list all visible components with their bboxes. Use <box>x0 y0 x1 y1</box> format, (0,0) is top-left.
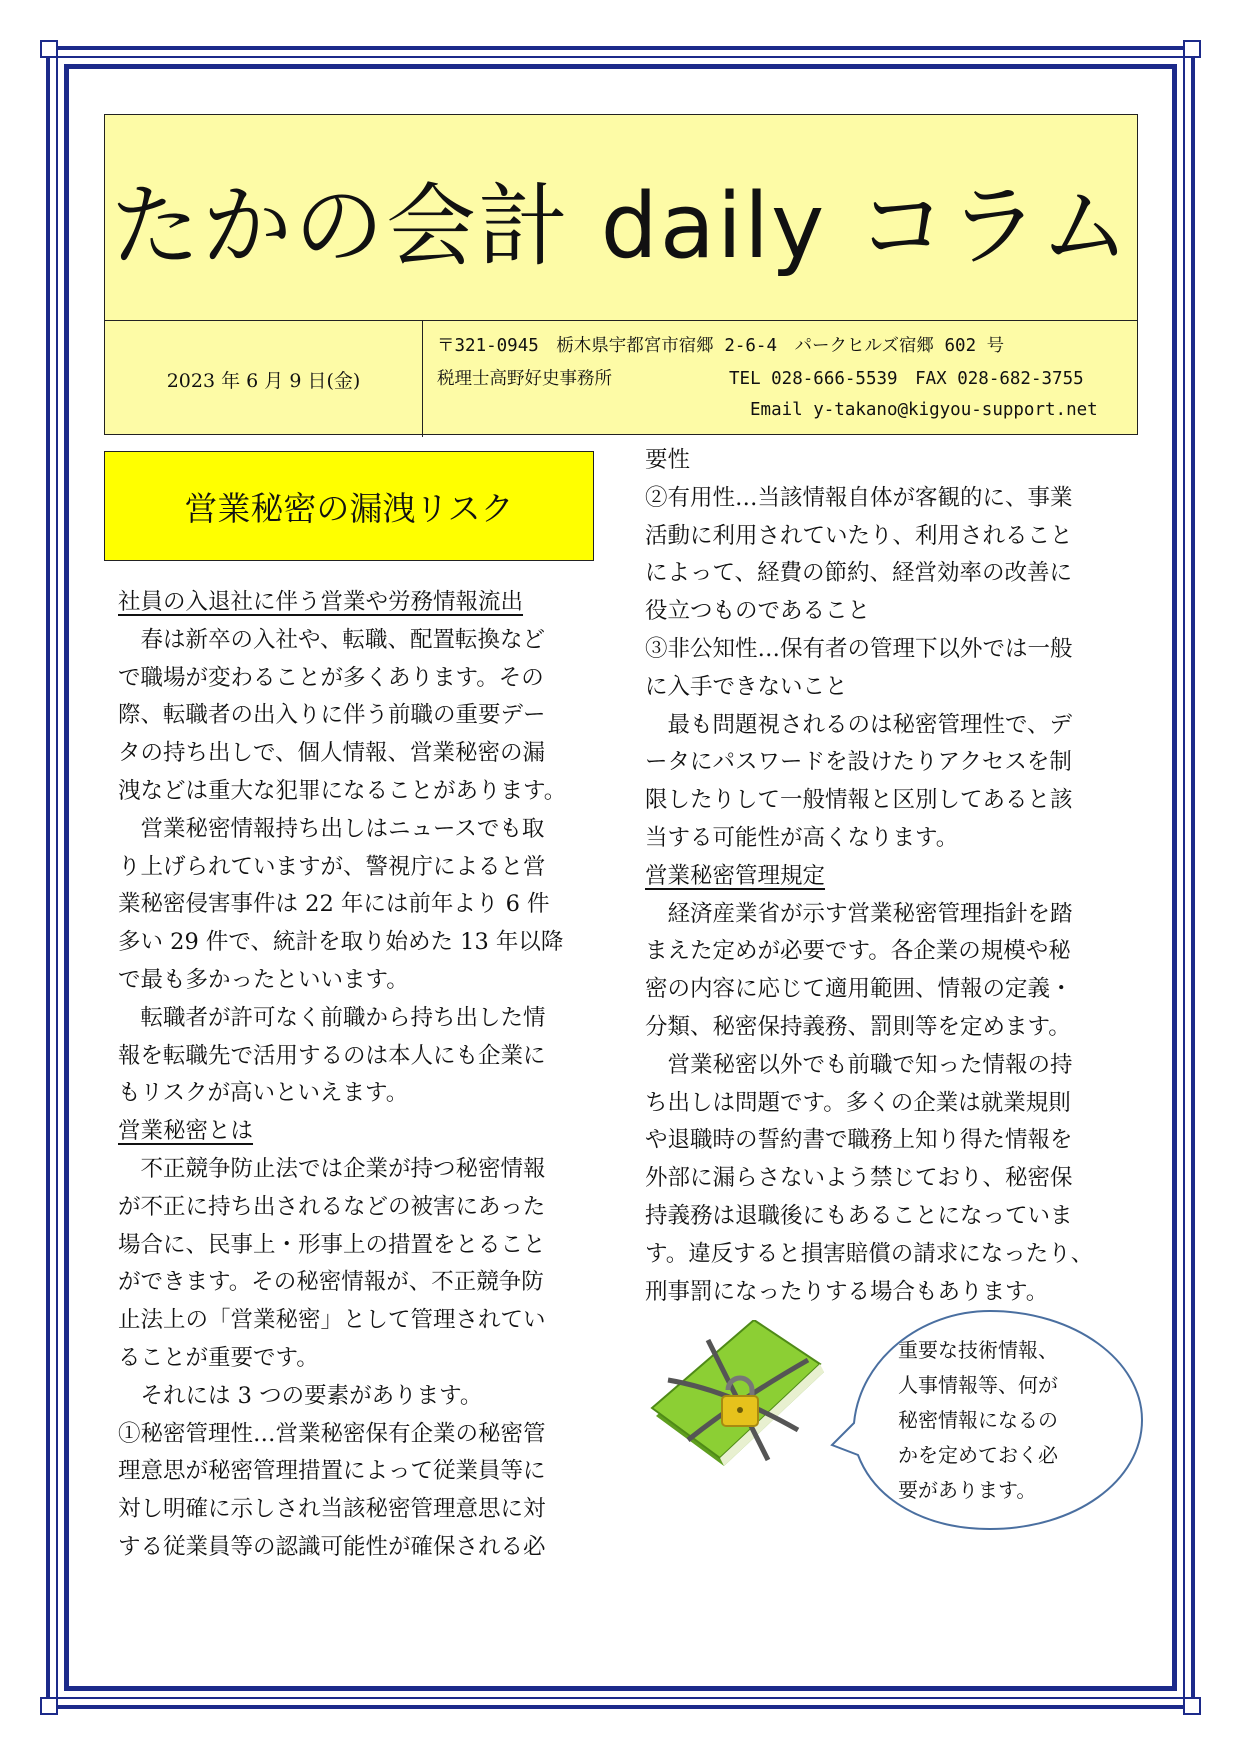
body-line: 限したりして一般情報と区別してあると該 <box>645 787 1073 814</box>
body-line: ②有用性…当該情報自体が客観的に、事業 <box>645 484 1073 511</box>
body-line: 刑事罰になったりする場合もあります。 <box>645 1278 1049 1305</box>
body-line: 役立つものであること <box>645 598 871 625</box>
section-heading: 営業秘密管理規定 <box>645 862 826 889</box>
body-line: 持義務は退職後にもあることになっていま <box>645 1202 1073 1229</box>
body-line: まえた定めが必要です。各企業の規模や秘 <box>645 938 1071 965</box>
body-line: 営業秘密情報持ち出しはニュースでも取 <box>118 815 545 842</box>
body-line: タの持ち出しで、個人情報、営業秘密の漏 <box>118 740 546 767</box>
locked-book-illustration <box>648 1320 828 1470</box>
body-line: や退職時の誓約書で職務上知り得た情報を <box>645 1127 1073 1154</box>
frame-corner-top-right <box>1183 40 1201 58</box>
body-line: 春は新卒の入社や、転職、配置転換など <box>118 626 546 653</box>
body-line: 転職者が許可なく前職から持ち出した情 <box>118 1004 546 1031</box>
book-icon <box>652 1320 824 1466</box>
bubble-line: かを定めておく必 <box>898 1443 1058 1467</box>
body-line: 密の内容に応じて適用範囲、情報の定義・ <box>645 976 1073 1003</box>
office-name: 税理士高野好史事務所 <box>437 369 612 389</box>
frame-corner-bottom-right <box>1183 1697 1201 1715</box>
body-line: 外部に漏らさないよう禁じており、秘密保 <box>645 1165 1073 1192</box>
body-line: 洩などは重大な犯罪になることがあります。 <box>118 777 567 804</box>
bubble-line: 秘密情報になるの <box>898 1408 1058 1432</box>
body-line: 分類、秘密保持義務、罰則等を定めます。 <box>645 1013 1071 1040</box>
body-line: り上げられていますが、警視庁によると営 <box>118 853 546 880</box>
body-line: 報を転職先で活用するのは本人にも企業に <box>118 1042 546 1069</box>
body-line: 業秘密侵害事件は 22 年には前年より 6 件 <box>118 891 550 918</box>
body-line: に入手できないこと <box>645 673 848 700</box>
body-line: ができます。その秘密情報が、不正競争防 <box>118 1269 544 1296</box>
body-line: が不正に持ち出されるなどの被害にあった <box>118 1193 546 1220</box>
body-line: ①秘密管理性…営業秘密保有企業の秘密管 <box>118 1420 546 1447</box>
body-line: ち出しは問題です。多くの企業は就業規則 <box>645 1089 1071 1116</box>
frame-corner-top-left <box>40 40 58 58</box>
body-line: 不正競争防止法では企業が持つ秘密情報 <box>118 1155 546 1182</box>
left-column <box>118 584 614 1567</box>
contact-block <box>437 321 1137 437</box>
body-line: それには 3 つの要素があります。 <box>118 1382 483 1409</box>
bubble-line: 要があります。 <box>898 1478 1037 1502</box>
body-line: 多い 29 件で、統計を取り始めた 13 年以降 <box>118 929 564 956</box>
body-line: ることが重要です。 <box>118 1344 319 1371</box>
body-line: もリスクが高いといえます。 <box>118 1080 409 1107</box>
bubble-text <box>898 1333 1098 1508</box>
email-address: Email y-takano@kigyou-support.net <box>750 400 1098 420</box>
body-line: 経済産業省が示す営業秘密管理指針を踏 <box>645 900 1073 927</box>
header-info-row <box>105 320 1137 437</box>
body-line: によって、経費の節約、経営効率の改善に <box>645 560 1073 587</box>
body-line: 対し明確に示しされ当該秘密管理意思に対 <box>118 1496 546 1523</box>
bubble-line: 重要な技術情報、 <box>898 1338 1058 1362</box>
body-line: 営業秘密以外でも前職で知った情報の持 <box>645 1051 1073 1078</box>
body-line: 活動に利用されていたり、利用されること <box>645 522 1073 549</box>
section-heading: 社員の入退社に伴う営業や労務情報流出 <box>118 589 524 615</box>
right-column <box>645 442 1125 1311</box>
body-line: 際、転職者の出入りに伴う前職の重要デー <box>118 702 546 729</box>
body-line: 要性 <box>645 447 691 473</box>
tel-fax: TEL 028-666-5539 FAX 028-682-3755 <box>729 369 1084 389</box>
newsletter-title: たかの会計 daily コラム <box>110 173 1132 279</box>
body-line: 理意思が秘密管理措置によって従業員等に <box>118 1458 546 1485</box>
body-line: 場合に、民事上・形事上の措置をとること <box>118 1231 546 1258</box>
postal-address: 〒321-0945 栃木県宇都宮市宿郷 2-6-4 パークヒルズ宿郷 602 号 <box>437 336 1005 356</box>
body-line: ③非公知性…保有者の管理下以外では一般 <box>645 635 1073 662</box>
body-line: 当する可能性が高くなります。 <box>645 824 959 851</box>
bubble-line: 人事情報等、何が <box>898 1373 1058 1397</box>
body-line: する従業員等の認識可能性が確保される必 <box>118 1533 546 1560</box>
body-line: で職場が変わることが多くあります。その <box>118 664 544 691</box>
frame-corner-bottom-left <box>40 1697 58 1715</box>
issue-date: 2023 年 6 月 9 日(金) <box>105 321 423 437</box>
body-line: で最も多かったといいます。 <box>118 966 409 993</box>
topic-heading: 営業秘密の漏洩リスク <box>104 451 594 561</box>
body-line: 最も問題視されるのは秘密管理性で、デ <box>645 711 1073 738</box>
body-line: す。違反すると損害賠償の請求になったり、 <box>645 1240 1094 1267</box>
newsletter-header <box>104 114 1138 435</box>
body-line: ータにパスワードを設けたりアクセスを制 <box>645 749 1072 776</box>
section-heading: 営業秘密とは <box>118 1118 254 1145</box>
body-line: 止法上の「営業秘密」として管理されてい <box>118 1307 546 1334</box>
